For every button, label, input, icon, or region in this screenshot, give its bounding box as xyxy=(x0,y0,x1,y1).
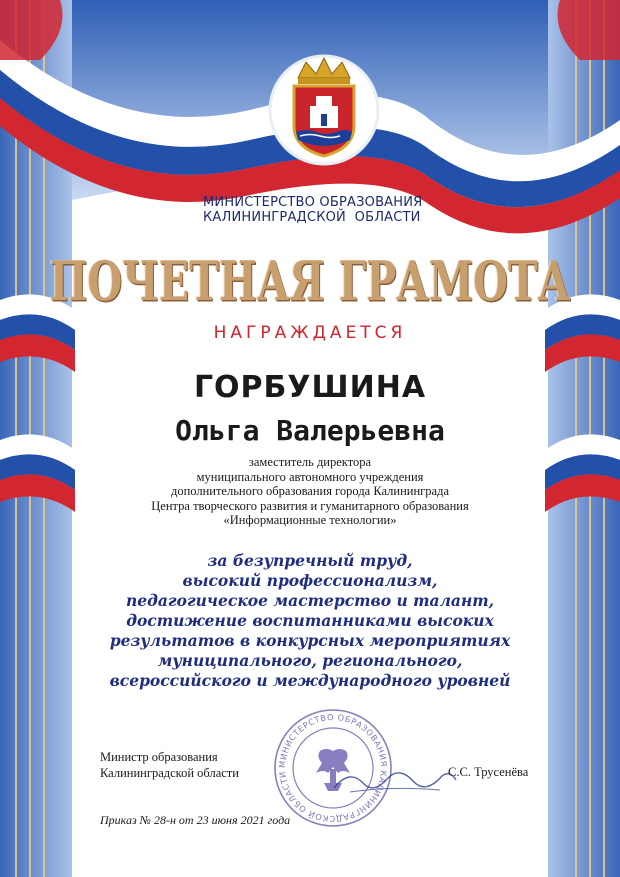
coat-of-arms-emblem xyxy=(258,48,390,166)
awarded-label: НАГРАЖДАЕТСЯ xyxy=(213,323,407,343)
ministry-line: МИНИСТЕРСТВО ОБРАЗОВАНИЯ xyxy=(203,195,423,210)
position-line: Центра творческого развития и гуманитарного образования xyxy=(151,498,469,513)
position-line: дополнительного образования города Калининграда xyxy=(170,484,450,498)
merit-line: результатов в конкурсных мероприятиях xyxy=(109,631,511,650)
handwritten-signature xyxy=(330,760,460,800)
merit-line: достижение воспитанниками высоких xyxy=(126,611,494,630)
signer-title xyxy=(100,749,239,781)
recipient-surname: ГОРБУШИНА xyxy=(193,370,427,405)
ministry-header xyxy=(203,195,443,225)
merit-line: за безупречный труд, xyxy=(207,551,413,570)
merit-statement xyxy=(0,551,620,691)
order-reference: Приказ № 28-н от 23 июня 2021 года xyxy=(100,813,291,827)
signer-line: Калининградской области xyxy=(100,766,239,780)
recipient-position xyxy=(0,455,620,528)
merit-line: педагогическое мастерство и талант, xyxy=(125,591,495,610)
signer-name: С.С. Трусенёва xyxy=(448,765,529,779)
certificate-title: ПОЧЕТНАЯ ГРАМОТА xyxy=(49,250,571,314)
recipient-given-names: Ольга Валерьевна xyxy=(175,414,445,447)
position-line: муниципального автономного учреждения xyxy=(196,469,424,484)
merit-line: муниципального, регионального, xyxy=(157,651,463,670)
position-line: заместитель директора xyxy=(248,455,372,469)
merit-line: высокий профессионализм, xyxy=(182,571,438,590)
position-line: «Информационные технологии» xyxy=(223,513,397,527)
ministry-line: КАЛИНИНГРАДСКОЙ ОБЛАСТИ xyxy=(203,210,421,225)
signer-line: Министр образования xyxy=(100,750,218,764)
merit-line: всероссийского и международного уровней xyxy=(109,671,511,690)
stamp-ring-text: МИНИСТЕРСТВО ОБРАЗОВАНИЯ КАЛИНИНГРАДСКОЙ ОБЛАСТИ xyxy=(276,711,390,825)
